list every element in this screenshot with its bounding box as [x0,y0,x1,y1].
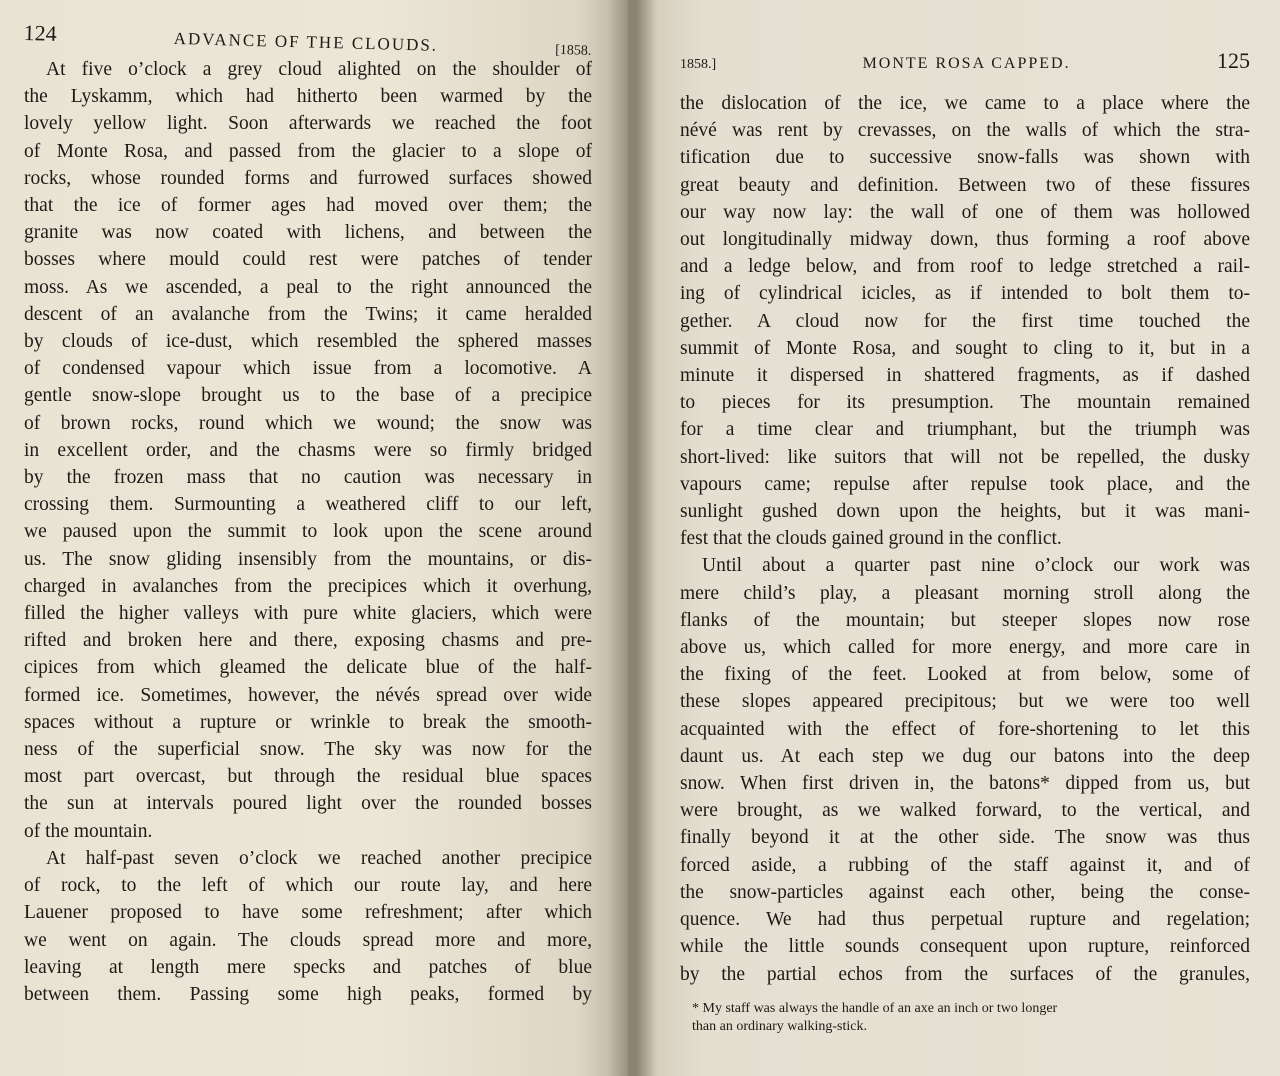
text-line: that the ice of former ages had moved over them; the [24,195,592,217]
text-line: bosses where mould could rest were patches of tender [24,249,592,271]
text-line: crossing them. Surmounting a weathered cliff to our left, [24,494,592,516]
text-line: granite was now coated with lichens, and between the [24,222,592,244]
text-line: moss. As we ascended, a peal to the right announced the [24,276,592,298]
text-line: the snow-particles against each other, being the conse- [680,881,1250,903]
text-line: minute it dispersed in shattered fragments, as if dashed [680,365,1250,387]
text-line: acquainted with the effect of fore-shortening to let this [680,718,1250,740]
text-line: us. The snow gliding insensibly from the mountains, or dis- [24,548,592,570]
footnote-line: * My staff was always the handle of an axe an inch or two longer [692,1000,1058,1016]
right-running-title: MONTE ROSA CAPPED. [862,55,1071,72]
text-line: fest that the clouds gained ground in the conflict. [680,528,1062,550]
text-line: formed ice. Sometimes, however, the névés spread over wide [24,684,592,706]
text-line: At five o’clock a grey cloud alighted on the shoulder of [46,59,592,80]
text-line: short-lived: like suitors that will not be repelled, the dusky [680,446,1250,468]
text-line: At half-past seven o’clock we reached another precipice [46,847,592,869]
left-page-number: 124 [23,20,57,46]
text-line: of condensed vapour which issue from a locomotive. A [24,358,592,380]
text-line: above us, which called for more energy, and more care in [680,637,1250,659]
text-line: the dislocation of the ice, we came to a place where the [680,93,1250,114]
text-line: by clouds of ice-dust, which resembled the sphered masses [24,331,592,353]
text-line: were brought, as we walked forward, to the vertical, and [680,800,1250,822]
text-line: we went on again. The clouds spread more and more, [24,929,592,951]
text-line: filled the higher valleys with pure white glaciers, which were [24,603,592,625]
text-line: of rock, to the left of which our route lay, and here [24,875,592,897]
text-line: most part overcast, but through the residual blue spaces [24,766,592,788]
text-line: flanks of the mountain; but steeper slopes now rose [680,609,1250,631]
left-running-head [23,20,591,61]
text-line: Until about a quarter past nine o’clock our work was [702,555,1250,577]
text-line: cipices from which gleamed the delicate blue of the half- [24,657,592,679]
text-line: out longitudinally midway down, thus forming a roof above [680,229,1250,251]
left-running-title: ADVANCE OF THE CLOUDS. [173,28,439,55]
text-line: Lauener proposed to have some refreshment; after which [24,902,592,924]
text-line: the sun at intervals poured light over the rounded bosses [24,793,592,815]
text-line: summit of Monte Rosa, and sought to cling to it, but in a [680,337,1250,359]
text-line: between them. Passing some high peaks, formed by [24,983,592,1005]
text-line: tification due to successive snow-falls was shown with [680,147,1250,169]
text-line: rocks, whose rounded forms and furrowed surfaces showed [24,167,592,189]
text-line: by the partial echos from the surfaces of the granules, [680,963,1250,985]
text-line: forced aside, a rubbing of the staff against it, and of [680,854,1250,876]
right-page [628,0,1280,1076]
left-year-marker: [1858. [555,42,592,59]
text-line: vapours came; repulse after repulse took place, and the [680,473,1250,495]
text-line: névé was rent by crevasses, on the walls of which the stra- [680,120,1250,142]
text-line: finally beyond it at the other side. The snow was thus [680,827,1250,849]
text-line: we paused upon the summit to look upon the scene around [24,521,592,543]
text-line: ing of cylindrical icicles, as if intended to bolt them to- [680,283,1250,305]
footnote [680,1000,1250,1036]
text-line: of Monte Rosa, and passed from the glacier to a slope of [24,140,592,162]
text-line: and a ledge below, and from roof to ledge stretched a rail- [680,256,1250,278]
text-line: of brown rocks, round which we wound; the snow was [24,412,592,434]
text-line: descent of an avalanche from the Twins; it came heralded [24,303,592,325]
text-line: the fixing of the feet. Looked at from below, some of [680,664,1250,686]
right-running-head [680,48,1250,74]
text-line: sunlight gushed down upon the heights, but it was mani- [680,501,1250,523]
text-line: our way now lay: the wall of one of them was hollowed [680,201,1250,223]
text-line: great beauty and definition. Between two of these fissures [680,174,1250,196]
text-line: the Lyskamm, which had hitherto been warmed by the [24,86,592,108]
text-line: while the little sounds consequent upon rupture, reinforced [680,936,1250,958]
text-line: quence. We had thus perpetual rupture and regelation; [680,909,1250,931]
text-line: mere child’s play, a pleasant morning stroll along the [680,582,1250,604]
left-page [0,0,628,1076]
right-body-text [680,90,1250,988]
text-line: daunt us. At each step we dug our batons into the deep [680,745,1250,767]
text-line: gentle snow-slope brought us to the base of a precipice [24,385,592,407]
text-line: rifted and broken here and there, exposing chasms and pre- [24,630,592,652]
text-line: charged in avalanches from the precipices which it overhung, [24,575,592,597]
text-line: by the frozen mass that no caution was necessary in [24,467,592,489]
right-year-marker: 1858.] [680,57,717,72]
footnote-line: than an ordinary walking-stick. [692,1018,867,1034]
text-line: leaving at length mere specks and patches of blue [24,956,592,978]
text-line: for a time clear and triumphant, but the triumph was [680,419,1250,441]
text-line: snow. When first driven in, the batons* dipped from us, but [680,773,1250,795]
text-line: these slopes appeared precipitous; but we were too well [680,691,1250,713]
text-line: lovely yellow light. Soon afterwards we reached the foot [24,113,592,135]
text-line: in excellent order, and the chasms were so firmly bridged [24,439,592,461]
text-line: to pieces for its presumption. The mountain remained [680,392,1250,414]
text-line: gether. A cloud now for the first time touched the [680,310,1250,332]
text-line: ness of the superficial snow. The sky was now for the [24,739,592,761]
text-line: of the mountain. [24,820,153,842]
right-page-number: 125 [1216,48,1250,73]
left-body-text [24,56,592,1008]
text-line: spaces without a rupture or wrinkle to break the smooth- [24,711,592,733]
